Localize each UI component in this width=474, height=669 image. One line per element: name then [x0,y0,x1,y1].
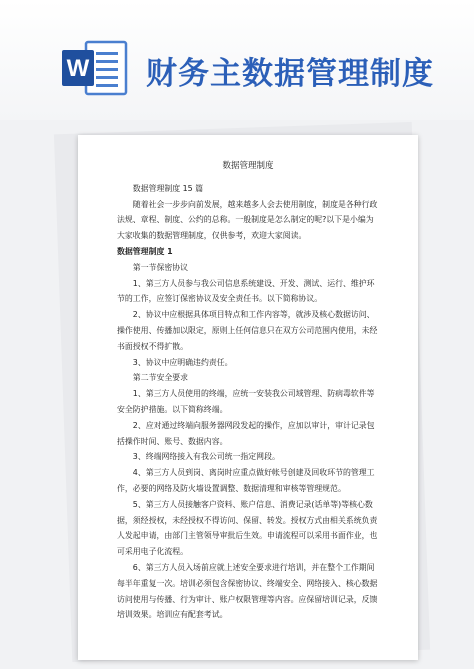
word-doc-icon [62,40,128,96]
doc-section-heading: 数据管理制度 1 [117,246,173,256]
doc-paragraph: 3、终端网络接入有我公司统一指定网段。 [132,452,280,462]
doc-paragraph: 2、协议中应根据具体项目特点和工作内容等，就涉及核心数据访问、操作使用、传播加以限定，原则上任何信息只在双方公司范围内使用，未经书面授权不得扩散。 [117,310,378,351]
document-page [78,135,418,660]
doc-subsection: 第二节安全要求 [132,373,189,383]
page-title: 财务主数据管理制度 [146,56,434,92]
promo-header [0,0,474,120]
document-body [117,155,379,623]
doc-paragraph: 4、第三方人员到岗、离岗时应重点做好帐号创建及回收环节的管理工作，必要的网络及防火墙设置调整、数据清理和审核等管理规范。 [117,468,375,493]
doc-intro: 随着社会一步步向前发展，越来越多人会去使用制度，制度是各种行政法规、章程、制度、公约的总称。一般制度是怎么制定的呢?以下是小编为大家收集的数据管理制度，仅供参考，欢迎大家阅读。 [117,199,378,241]
document-title: 数据管理制度 [222,161,274,171]
doc-paragraph: 5、第三方人员接触客户资料、账户信息、消费记录(话单等)等核心数据，须经授权，未经授权不得访问、保留、转发。授权方式由相关系统负责人发起申请，由部门主管领导审批后生效。申请流程可以采用书面作业，也可采用电子化流程。 [117,499,378,557]
logo-letter: W [66,55,90,82]
doc-paragraph: 1、第三方人员参与我公司信息系统建设、开发、测试、运行、维护环节的工作，应签订保密协议及安全责任书。以下简称协议。 [117,278,375,304]
doc-subtitle: 数据管理制度 15 篇 [132,183,204,193]
doc-paragraph: 6、第三方人员入场前应就上述安全要求进行培训，并在整个工作期间每半年重复一次。培训必须包含保密协议、终端安全、网络接入、核心数据访问使用与传播、行为审计、账户权限管理等内容。应保留培训记录，反馈培训效果。培训应有配套考试。 [117,562,378,620]
doc-paragraph: 1、第三方人员使用的终端，应统一安装我公司域管理、防病毒软件等安全防护措施。以下简称终端。 [117,389,375,414]
doc-paragraph: 2、应对通过终端向服务器网段发起的操作，应加以审计，审计记录包括操作时间、账号、数据内容。 [117,420,375,446]
doc-paragraph: 3、协议中应明确违约责任。 [132,357,233,367]
doc-subsection: 第一节保密协议 [132,262,189,272]
